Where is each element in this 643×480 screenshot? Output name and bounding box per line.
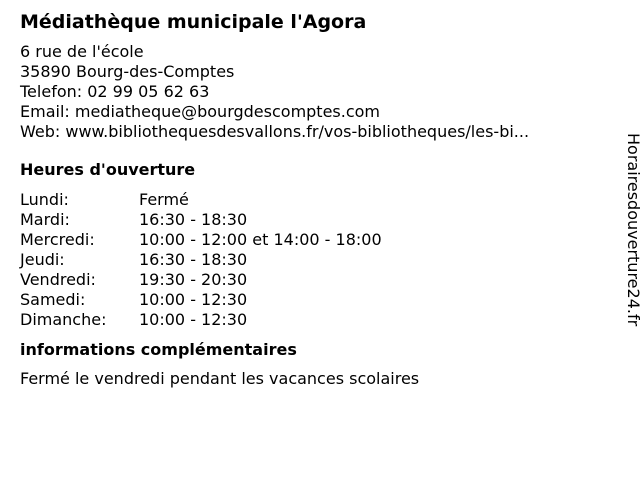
email-line: Email: mediatheque@bourgdescomptes.com <box>20 102 381 121</box>
day-label: Mardi: <box>20 210 70 229</box>
day-hours: 10:00 - 12:30 <box>139 310 248 329</box>
additional-info-heading: informations complémentaires <box>20 340 297 359</box>
web-line: Web: www.bibliothequesdesvallons.fr/vos-bibliotheques/les-bi... <box>20 122 530 141</box>
day-label: Dimanche: <box>20 310 107 329</box>
hours-row-friday <box>20 270 600 290</box>
day-hours: 16:30 - 18:30 <box>139 250 248 269</box>
day-label: Lundi: <box>20 190 69 209</box>
hours-row-tuesday <box>20 210 600 230</box>
hours-row-thursday <box>20 250 600 270</box>
day-label: Mercredi: <box>20 230 95 249</box>
day-label: Samedi: <box>20 290 86 309</box>
address-city: 35890 Bourg-des-Comptes <box>20 62 235 81</box>
hours-row-monday <box>20 190 600 210</box>
day-hours: 19:30 - 20:30 <box>139 270 248 289</box>
day-hours: Fermé <box>139 190 189 209</box>
library-info-card <box>20 10 600 389</box>
library-name: Médiathèque municipale l'Agora <box>20 11 367 33</box>
day-hours: 16:30 - 18:30 <box>139 210 248 229</box>
brand-watermark: Horairesdouverture24.fr <box>624 133 643 327</box>
address-street: 6 rue de l'école <box>20 42 144 61</box>
day-hours: 10:00 - 12:30 <box>139 290 248 309</box>
day-hours: 10:00 - 12:00 et 14:00 - 18:00 <box>139 230 382 249</box>
opening-hours-heading: Heures d'ouverture <box>20 160 196 179</box>
phone-line: Telefon: 02 99 05 62 63 <box>20 82 210 101</box>
day-label: Vendredi: <box>20 270 96 289</box>
day-label: Jeudi: <box>20 250 65 269</box>
additional-info-text: Fermé le vendredi pendant les vacances scolaires <box>20 369 420 388</box>
opening-hours-table <box>20 190 600 330</box>
hours-row-wednesday <box>20 230 600 250</box>
hours-row-sunday <box>20 310 600 330</box>
hours-row-saturday <box>20 290 600 310</box>
